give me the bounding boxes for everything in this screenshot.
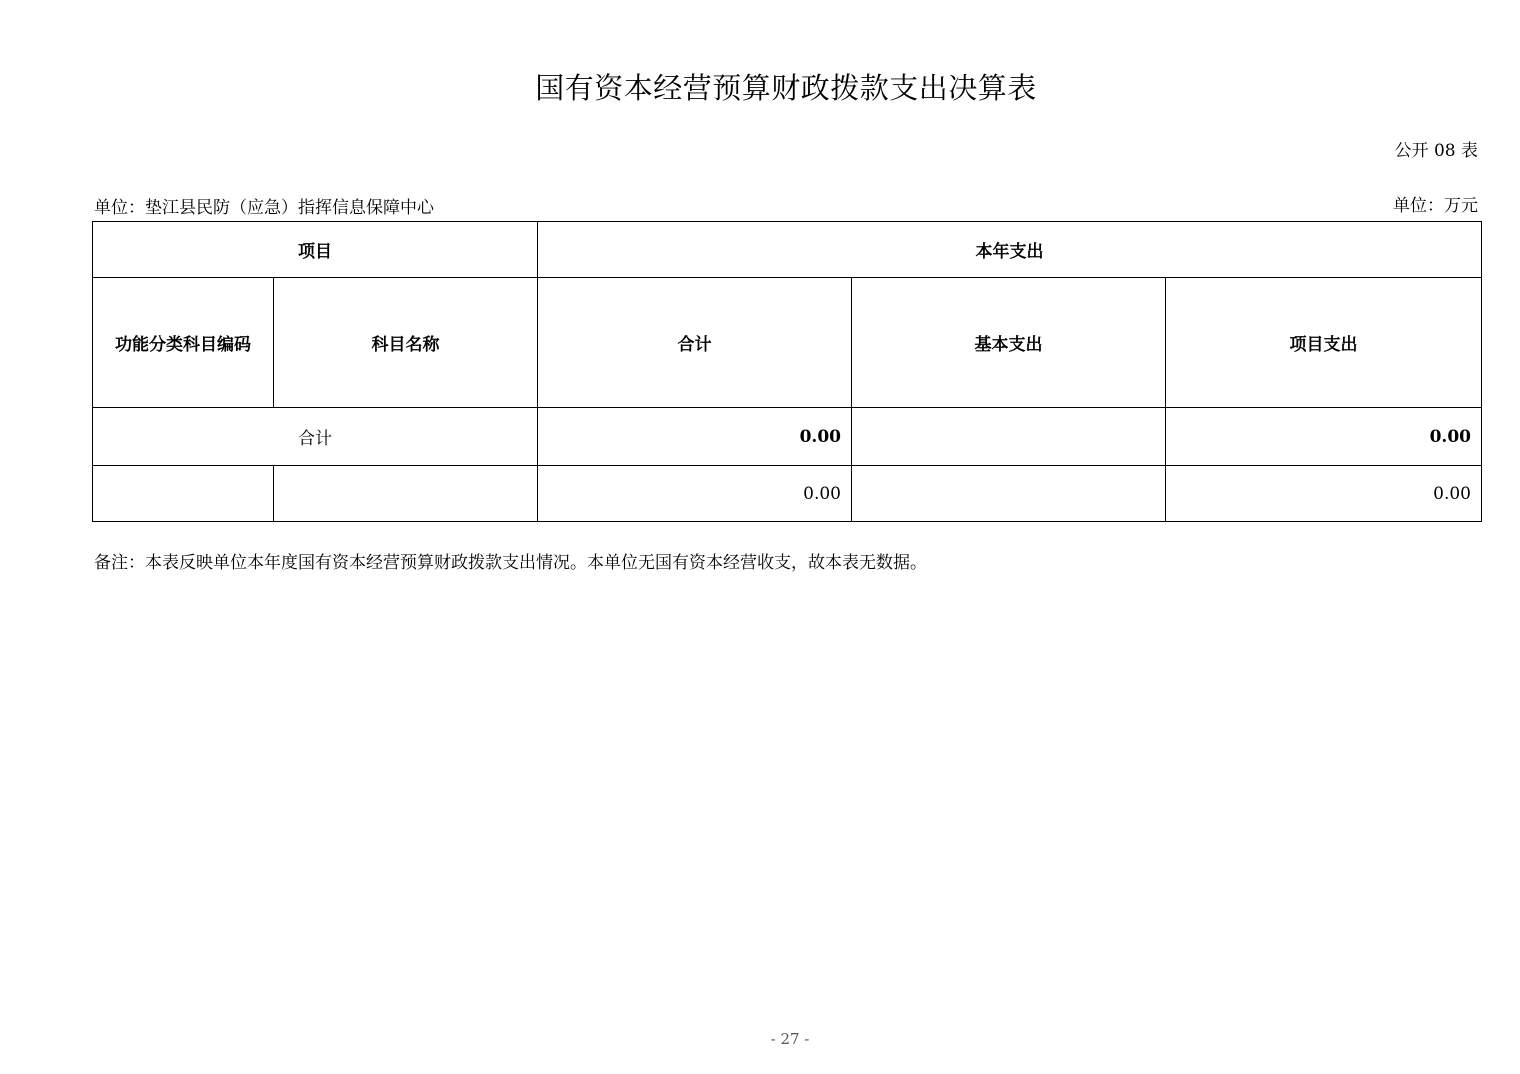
row-name [274,466,538,522]
row-total: 0.00 [538,466,852,522]
header-item: 项目 [93,222,538,278]
row-code [93,466,274,522]
document-title: 国有资本经营预算财政拨款支出决算表 [535,71,1037,105]
header-code: 功能分类科目编码 [93,278,274,408]
table-code: 公开 08 表 [1394,141,1478,161]
table-row [93,466,1482,522]
header-name: 科目名称 [274,278,538,408]
header-total: 合计 [538,278,852,408]
header-current-year-expenditure: 本年支出 [538,222,1482,278]
remark-note: 备注：本表反映单位本年度国有资本经营预算财政拨款支出情况。本单位无国有资本经营收支，故本表无数据。 [94,553,927,573]
unit-currency: 单位：万元 [1393,196,1478,216]
row-basic [852,466,1166,522]
total-basic [852,408,1166,466]
expenditure-table [92,221,1482,522]
header-columns-row [93,278,1482,408]
page-number: - 27 - [770,1030,810,1048]
unit-organization: 单位：垫江县民防（应急）指挥信息保障中心 [94,198,434,218]
total-total: 0.00 [538,408,852,466]
total-label: 合计 [93,408,538,466]
header-project: 项目支出 [1166,278,1482,408]
header-basic: 基本支出 [852,278,1166,408]
total-project: 0.00 [1166,408,1482,466]
row-project: 0.00 [1166,466,1482,522]
total-row [93,408,1482,466]
header-group-row [93,222,1482,278]
